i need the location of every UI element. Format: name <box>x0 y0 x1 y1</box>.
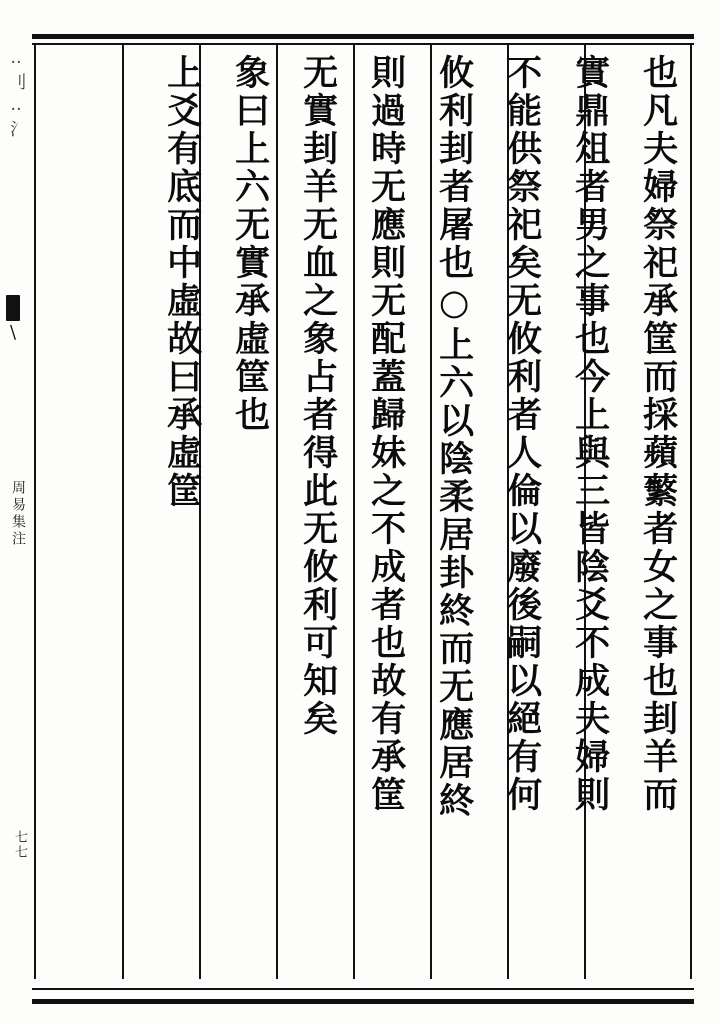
page-number: 七七 <box>12 830 27 860</box>
text-column-1 <box>624 46 692 978</box>
column-text: 不能供祭祀矣无攸利者人倫以廢後嗣以絕有何 <box>501 54 543 814</box>
left-margin <box>0 40 34 980</box>
column-text: 无實刲羊无血之象占者得此无攸利可知矣 <box>297 54 339 738</box>
text-column-3 <box>488 46 556 978</box>
text-column-2 <box>556 46 624 978</box>
column-text: 則過時无應則无配蓋歸妹之不成者也故有承筐 <box>365 54 407 814</box>
text-column-8 <box>148 46 216 978</box>
text-column-5 <box>352 46 420 978</box>
column-text: 實鼎俎者男之事也今上與三皆陰爻不成夫婦則 <box>569 54 611 814</box>
margin-annotation: ‥刂‥氵 <box>6 48 26 142</box>
text-column-7 <box>216 46 284 978</box>
column-text: 象曰上六无實承虛筐也 <box>229 54 271 434</box>
frame-rule-top-thin <box>32 43 694 45</box>
ink-mark-tail: \ <box>10 322 17 343</box>
column-text: 也凡夫婦祭祀承筐而採蘋蘩者女之事也刲羊而 <box>637 54 679 814</box>
column-text: 上爻有底而中虛故曰承虛筐 <box>161 54 203 510</box>
text-column-4 <box>420 46 488 978</box>
ink-mark <box>6 295 20 321</box>
frame-rule-bottom-thick <box>32 999 694 1004</box>
text-block <box>34 46 692 978</box>
frame-rule-bottom-thin <box>32 988 694 990</box>
column-text: 攸利刲者屠也○上六以陰柔居卦終而无應居終 <box>433 54 475 820</box>
text-column-6 <box>284 46 352 978</box>
frame-rule-top-thick <box>32 34 694 39</box>
series-label: 周易集注 <box>10 480 26 548</box>
